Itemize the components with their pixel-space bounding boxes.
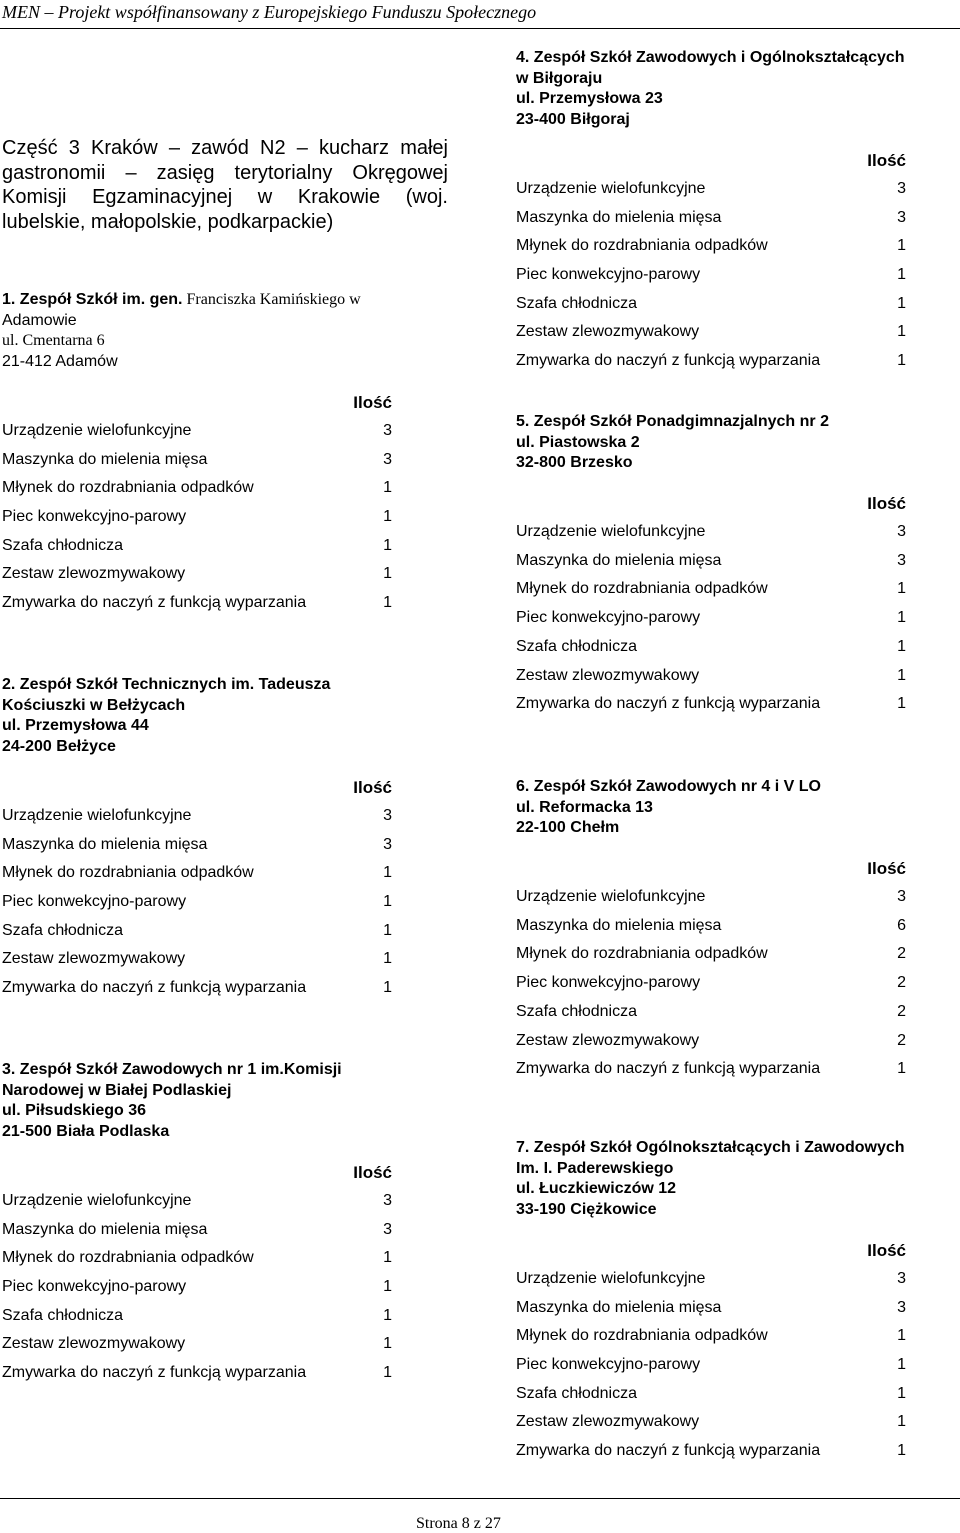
school-header-line: 21-412 Adamów: [2, 353, 118, 371]
equipment-name: Zmywarka do naczyń z funkcją wyparzania: [516, 1060, 821, 1078]
equipment-name: Urządzenie wielofunkcyjne: [2, 1191, 192, 1209]
equipment-name: Zestaw zlewozmywakowy: [516, 666, 700, 684]
equipment-name: Zestaw zlewozmywakowy: [516, 1413, 700, 1431]
equipment-name: Urządzenie wielofunkcyjne: [516, 888, 706, 906]
school-header-line: 24-200 Bełżyce: [2, 738, 116, 756]
equipment-name: Piec konwekcyjno-parowy: [516, 974, 701, 992]
school-header-line: Im. I. Paderewskiego: [516, 1159, 674, 1177]
equipment-row: [516, 204, 906, 233]
equipment-row: [516, 1408, 906, 1437]
equipment-qty: 1: [383, 1363, 392, 1381]
equipment-name: Zmywarka do naczyń z funkcją wyparzania: [2, 1363, 307, 1381]
equipment-name: Młynek do rozdrabniania odpadków: [2, 479, 254, 497]
equipment-name: Piec konwekcyjno-parowy: [516, 609, 701, 627]
equipment-name: Szafa chłodnicza: [516, 294, 637, 312]
equipment-name: Zestaw zlewozmywakowy: [2, 950, 186, 968]
equipment-row: [516, 969, 906, 998]
equipment-qty: 2: [897, 974, 906, 992]
equipment-qty: 1: [383, 536, 392, 554]
equipment-row: [2, 1244, 392, 1273]
equipment-qty: 3: [897, 551, 906, 569]
school-header-line: Adamowie: [2, 311, 77, 329]
equipment-qty: 1: [383, 1306, 392, 1324]
equipment-row: [516, 347, 906, 376]
qty-column-header: Ilość: [353, 777, 392, 797]
equipment-qty: 1: [897, 609, 906, 627]
equipment-name: Młynek do rozdrabniania odpadków: [516, 945, 768, 963]
equipment-row: [516, 575, 906, 604]
equipment-row: [516, 940, 906, 969]
equipment-qty: 1: [383, 978, 392, 996]
equipment-row: [2, 831, 392, 860]
equipment-qty: 1: [383, 593, 392, 611]
school-header-line: ul. Piłsudskiego 36: [2, 1102, 147, 1120]
equipment-name: Młynek do rozdrabniania odpadków: [516, 1327, 768, 1345]
school-header-line: 33-190 Ciężkowice: [516, 1201, 657, 1219]
school-header-line: 5. Zespół Szkół Ponadgimnazjalnych nr 2: [516, 413, 829, 430]
equipment-row: [2, 1330, 392, 1359]
equipment-qty: 1: [897, 1441, 906, 1459]
equipment-qty: 1: [383, 507, 392, 525]
equipment-name: Zmywarka do naczyń z funkcją wyparzania: [2, 593, 307, 611]
school-section: [516, 412, 906, 719]
equipment-name: Urządzenie wielofunkcyjne: [2, 421, 192, 439]
equipment-list: [2, 1159, 392, 1388]
school-header-line: ul. Reformacka 13: [516, 798, 653, 816]
equipment-qty: 1: [383, 1249, 392, 1267]
equipment-list: [516, 147, 906, 376]
equipment-row: [516, 261, 906, 290]
equipment-name: Młynek do rozdrabniania odpadków: [516, 580, 768, 598]
equipment-row: [516, 633, 906, 662]
equipment-qty: 6: [897, 916, 906, 934]
equipment-row: [516, 1380, 906, 1409]
equipment-row: [516, 883, 906, 912]
school-header-line: 2. Zespół Szkół Technicznych im. Tadeusza: [2, 676, 331, 693]
equipment-row: [2, 1187, 392, 1216]
part-title-line: Część 3 Kraków – zawód N2 – kucharz małej: [2, 137, 448, 159]
equipment-name: Szafa chłodnicza: [516, 637, 637, 655]
equipment-list: [516, 1237, 906, 1466]
equipment-row: [2, 974, 392, 1003]
school-section: [516, 1138, 906, 1466]
school-header-line: 21-500 Biała Podlaska: [2, 1123, 170, 1141]
equipment-qty: 3: [897, 179, 906, 197]
equipment-name: Maszynka do mielenia mięsa: [2, 1220, 208, 1238]
equipment-qty: 1: [897, 1327, 906, 1345]
equipment-row: [2, 1302, 392, 1331]
equipment-name: Młynek do rozdrabniania odpadków: [2, 1249, 254, 1267]
equipment-name: Zestaw zlewozmywakowy: [2, 565, 186, 583]
equipment-name: Szafa chłodnicza: [516, 1384, 637, 1402]
equipment-name: Piec konwekcyjno-parowy: [516, 1355, 701, 1373]
equipment-qty: 1: [897, 323, 906, 341]
equipment-name: Urządzenie wielofunkcyjne: [516, 179, 706, 197]
school-header-line: ul. Cmentarna 6: [2, 332, 105, 350]
equipment-qty: 3: [897, 208, 906, 226]
equipment-row: [516, 232, 906, 261]
equipment-row: [2, 446, 392, 475]
qty-column-header: Ilość: [867, 150, 906, 170]
equipment-name: Szafa chłodnicza: [2, 536, 123, 554]
equipment-name: Młynek do rozdrabniania odpadków: [2, 864, 254, 882]
equipment-qty: 1: [383, 565, 392, 583]
equipment-qty: 1: [383, 864, 392, 882]
equipment-row: [516, 547, 906, 576]
equipment-qty: 1: [897, 351, 906, 369]
page-header: [0, 0, 960, 29]
school-header-line: w Biłgoraju: [516, 69, 603, 87]
equipment-qty: 1: [383, 1277, 392, 1295]
part-title: [2, 136, 448, 234]
equipment-row: [2, 1216, 392, 1245]
equipment-name: Młynek do rozdrabniania odpadków: [516, 237, 768, 255]
equipment-qty: 3: [897, 1298, 906, 1316]
equipment-qty: 1: [897, 666, 906, 684]
equipment-row: [2, 859, 392, 888]
school-section: [2, 290, 392, 618]
equipment-qty: 1: [383, 1335, 392, 1353]
equipment-qty: 1: [897, 1384, 906, 1402]
equipment-qty: 3: [383, 835, 392, 853]
equipment-name: Maszynka do mielenia mięsa: [2, 835, 208, 853]
school-header: [2, 290, 392, 373]
school-header: [2, 1060, 392, 1143]
school-header-line: 22-100 Chełm: [516, 819, 620, 837]
equipment-row: [2, 560, 392, 589]
equipment-list: [2, 389, 392, 618]
school-header-line: [2, 290, 392, 311]
equipment-row: [2, 1359, 392, 1388]
equipment-row: [516, 1265, 906, 1294]
equipment-qty: 1: [897, 237, 906, 255]
equipment-row: [516, 290, 906, 319]
equipment-name: Szafa chłodnicza: [516, 1002, 637, 1020]
equipment-name: Maszynka do mielenia mięsa: [2, 450, 208, 468]
school-header-line: ul. Piastowska 2: [516, 433, 640, 451]
equipment-row: [516, 1351, 906, 1380]
equipment-row: [516, 662, 906, 691]
equipment-name: Zmywarka do naczyń z funkcją wyparzania: [516, 351, 821, 369]
equipment-qty: 3: [897, 523, 906, 541]
school-section: [516, 48, 906, 376]
equipment-qty: 1: [897, 1413, 906, 1431]
equipment-name: Zmywarka do naczyń z funkcją wyparzania: [516, 695, 821, 713]
equipment-name: Szafa chłodnicza: [2, 1306, 123, 1324]
equipment-qty: 1: [897, 695, 906, 713]
school-header-line: 4. Zespół Szkół Zawodowych i Ogólnokształcących: [516, 49, 905, 66]
equipment-qty: 2: [897, 945, 906, 963]
equipment-name: Piec konwekcyjno-parowy: [516, 265, 701, 283]
equipment-qty: 3: [383, 1191, 392, 1209]
school-header-line: ul. Przemysłowa 23: [516, 90, 663, 108]
equipment-row: [516, 175, 906, 204]
equipment-list: [516, 855, 906, 1084]
equipment-name: Maszynka do mielenia mięsa: [516, 1298, 722, 1316]
qty-column-header: Ilość: [867, 494, 906, 514]
equipment-name: Maszynka do mielenia mięsa: [516, 551, 722, 569]
equipment-qty: 1: [897, 637, 906, 655]
school-header-line: 3. Zespół Szkół Zawodowych nr 1 im.Komisji: [2, 1061, 342, 1078]
school-header: [516, 412, 906, 474]
equipment-qty: 1: [383, 921, 392, 939]
equipment-name: Urządzenie wielofunkcyjne: [2, 806, 192, 824]
equipment-name: Urządzenie wielofunkcyjne: [516, 523, 706, 541]
school-header-line: Narodowej w Białej Podlaskiej: [2, 1081, 232, 1099]
equipment-qty: 2: [897, 1002, 906, 1020]
equipment-name: Szafa chłodnicza: [2, 921, 123, 939]
equipment-row: [516, 690, 906, 719]
qty-column-header: Ilość: [867, 859, 906, 879]
school-header-line: ul. Przemysłowa 44: [2, 717, 149, 735]
equipment-qty: 3: [897, 888, 906, 906]
school-header-line: 7. Zespół Szkół Ogólnokształcących i Zawodowych: [516, 1139, 905, 1156]
school-section: [2, 1060, 392, 1388]
equipment-qty: 3: [383, 450, 392, 468]
equipment-name: Zestaw zlewozmywakowy: [516, 323, 700, 341]
equipment-row: [516, 518, 906, 547]
equipment-row: [516, 912, 906, 941]
equipment-name: Urządzenie wielofunkcyjne: [516, 1269, 706, 1287]
school-header: [516, 48, 906, 131]
school-header-part: Franciszka Kamińskiego w: [182, 291, 361, 308]
school-header-line: 32-800 Brzesko: [516, 454, 633, 472]
equipment-name: Maszynka do mielenia mięsa: [516, 208, 722, 226]
school-header-line: 23-400 Biłgoraj: [516, 111, 630, 129]
equipment-row: [516, 604, 906, 633]
equipment-qty: 1: [897, 294, 906, 312]
equipment-list: [2, 774, 392, 1003]
page-footer: [0, 1498, 960, 1531]
equipment-qty: 3: [383, 1220, 392, 1238]
part-title-line: Komisji Egzaminacyjnej w Krakowie (woj.: [2, 186, 448, 208]
equipment-qty: 1: [897, 580, 906, 598]
equipment-name: Maszynka do mielenia mięsa: [516, 916, 722, 934]
equipment-row: [2, 802, 392, 831]
equipment-qty: 1: [897, 265, 906, 283]
equipment-row: [2, 945, 392, 974]
equipment-qty: 3: [383, 421, 392, 439]
school-section: [516, 777, 906, 1084]
equipment-row: [2, 1273, 392, 1302]
equipment-list: [516, 490, 906, 719]
equipment-row: [2, 917, 392, 946]
qty-column-header: Ilość: [353, 392, 392, 412]
equipment-qty: 3: [383, 806, 392, 824]
equipment-name: Zmywarka do naczyń z funkcją wyparzania: [516, 1441, 821, 1459]
equipment-row: [2, 532, 392, 561]
school-header-line: 6. Zespół Szkół Zawodowych nr 4 i V LO: [516, 778, 821, 795]
school-header: [516, 777, 906, 839]
equipment-row: [516, 318, 906, 347]
equipment-qty: 1: [383, 479, 392, 497]
equipment-row: [2, 888, 392, 917]
part-title-line: gastronomii – zasięg terytorialny Okręgowej: [2, 161, 448, 184]
equipment-name: Zmywarka do naczyń z funkcją wyparzania: [2, 978, 307, 996]
equipment-name: Piec konwekcyjno-parowy: [2, 507, 187, 525]
part-title-line: lubelskie, małopolskie, podkarpackie): [2, 210, 334, 233]
equipment-row: [2, 503, 392, 532]
school-header: [516, 1138, 906, 1221]
page-number: Strona 8 z 27: [416, 1515, 501, 1532]
equipment-row: [516, 1322, 906, 1351]
school-header: [2, 675, 392, 758]
equipment-row: [516, 1437, 906, 1466]
school-header-line: ul. Łuczkiewiczów 12: [516, 1180, 677, 1198]
equipment-row: [516, 998, 906, 1027]
school-section: [2, 675, 392, 1003]
equipment-qty: 2: [897, 1031, 906, 1049]
equipment-row: [516, 1294, 906, 1323]
equipment-name: Zestaw zlewozmywakowy: [516, 1031, 700, 1049]
equipment-qty: 1: [897, 1355, 906, 1373]
equipment-name: Piec konwekcyjno-parowy: [2, 1277, 187, 1295]
school-header-line: Kościuszki w Bełżycach: [2, 696, 186, 714]
equipment-name: Zestaw zlewozmywakowy: [2, 1335, 186, 1353]
equipment-row: [2, 417, 392, 446]
qty-column-header: Ilość: [867, 1240, 906, 1260]
equipment-row: [516, 1027, 906, 1056]
equipment-row: [2, 474, 392, 503]
header-text: MEN – Projekt współfinansowany z Europejskiego Funduszu Społecznego: [2, 2, 537, 22]
equipment-name: Piec konwekcyjno-parowy: [2, 892, 187, 910]
equipment-qty: 3: [897, 1269, 906, 1287]
equipment-qty: 1: [383, 950, 392, 968]
qty-column-header: Ilość: [353, 1162, 392, 1182]
equipment-qty: 1: [383, 892, 392, 910]
equipment-row: [2, 589, 392, 618]
equipment-qty: 1: [897, 1060, 906, 1078]
equipment-row: [516, 1055, 906, 1084]
school-header-part: 1. Zespół Szkół im. gen.: [2, 291, 183, 308]
